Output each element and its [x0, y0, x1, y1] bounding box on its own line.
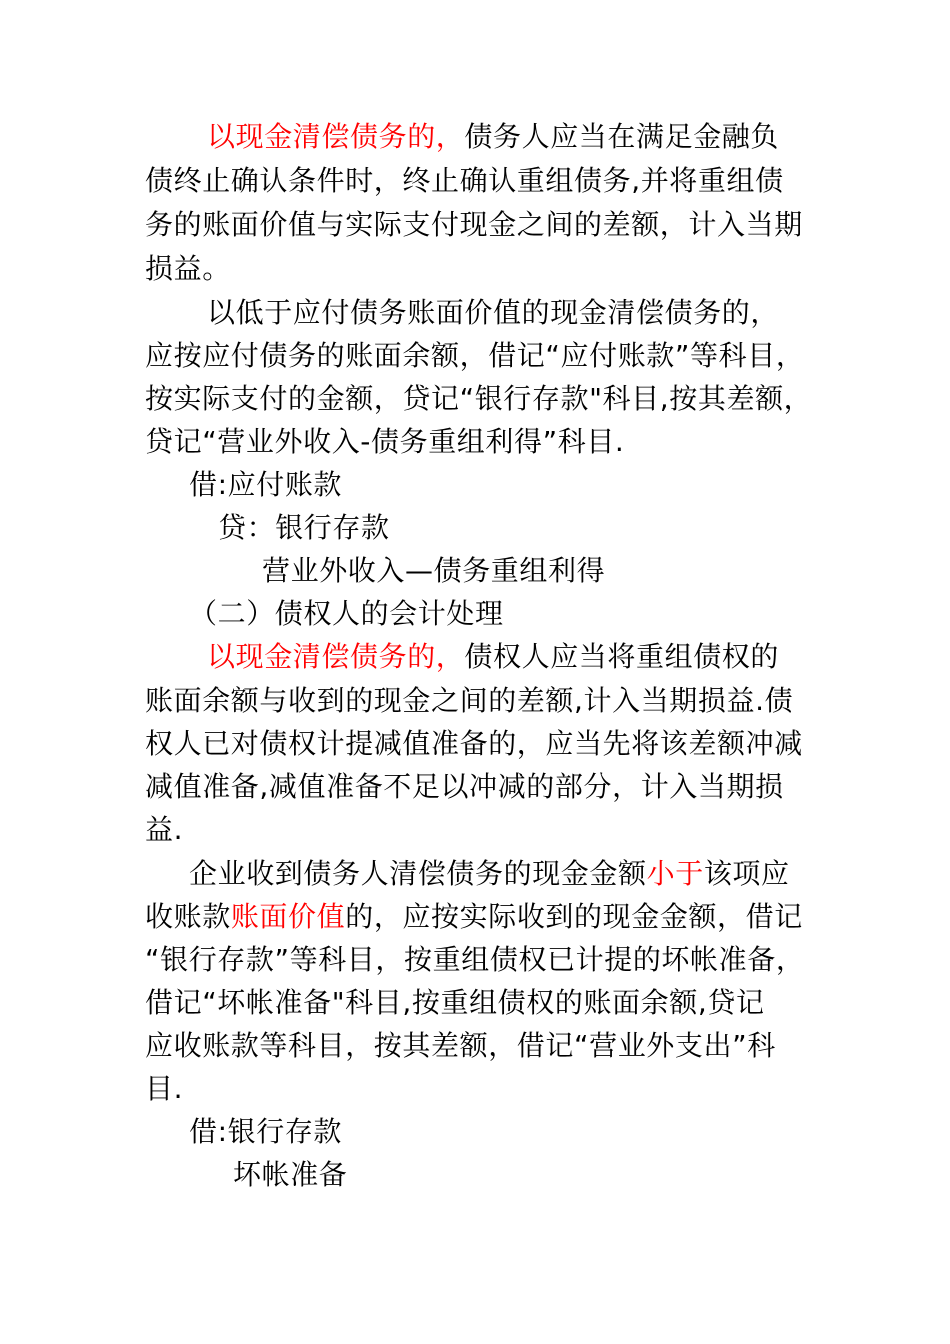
paragraph-line: 减值准备,减值准备不足以冲减的部分，计入当期损	[145, 770, 784, 803]
section-title: （二）债权人的会计处理	[189, 597, 504, 630]
paragraph-line: 账面余额与收到的现金之间的差额,计入当期损益.债	[145, 684, 794, 717]
paragraph-line: 应按应付债务的账面余额，借记“应付账款”等科目，	[145, 339, 805, 372]
highlight-heading: 以现金清偿债务的，	[207, 120, 465, 153]
paragraph-line	[189, 852, 790, 896]
paragraph-text: 的，应按实际收到的现金金额，借记	[345, 900, 803, 933]
paragraph-line: 损益。	[145, 252, 231, 285]
highlight-text: 小于	[646, 857, 704, 890]
journal-debit: 借:应付账款	[189, 468, 343, 501]
paragraph-line: 贷记“营业外收入-债务重组利得”科目.	[145, 425, 625, 458]
paragraph-line: 借记“坏帐准备"科目,按重组债权的账面余额,贷记	[145, 986, 765, 1019]
paragraph-line: 益.	[145, 813, 184, 846]
paragraph-text: 收账款	[145, 900, 231, 933]
paragraph-text: 债权人应当将重组债权的	[464, 640, 780, 673]
journal-credit: 营业外收入—债务重组利得	[262, 554, 606, 587]
journal-debit: 坏帐准备	[233, 1158, 348, 1191]
paragraph-line: 债终止确认条件时，终止确认重组债务,并将重组债	[145, 164, 784, 197]
highlight-text: 账面价值	[230, 900, 346, 933]
paragraph-line	[207, 115, 779, 159]
paragraph-line: 目.	[145, 1072, 184, 1105]
paragraph-text: 企业收到债务人清偿债务的现金金额	[189, 857, 647, 890]
paragraph-line: 务的账面价值与实际支付现金之间的差额，计入当期	[145, 208, 803, 241]
paragraph-line: 权人已对债权计提减值准备的，应当先将该差额冲减	[145, 727, 803, 760]
paragraph-line	[145, 895, 803, 939]
paragraph-text: 债务人应当在满足金融负	[464, 120, 780, 153]
paragraph-line: 应收账款等科目，按其差额，借记“营业外支出”科	[145, 1029, 776, 1062]
paragraph-line: 以低于应付债务账面价值的现金清偿债务的，	[207, 296, 780, 329]
highlight-heading: 以现金清偿债务的，	[207, 640, 465, 673]
paragraph-line: 按实际支付的金额，贷记“银行存款"科目,按其差额，	[145, 382, 813, 415]
paragraph-line: “银行存款”等科目，按重组债权已计提的坏帐准备，	[145, 943, 805, 976]
paragraph-line	[207, 635, 779, 679]
paragraph-text: 该项应	[703, 857, 790, 890]
journal-credit: 贷：银行存款	[218, 511, 390, 544]
journal-debit: 借:银行存款	[189, 1115, 343, 1148]
